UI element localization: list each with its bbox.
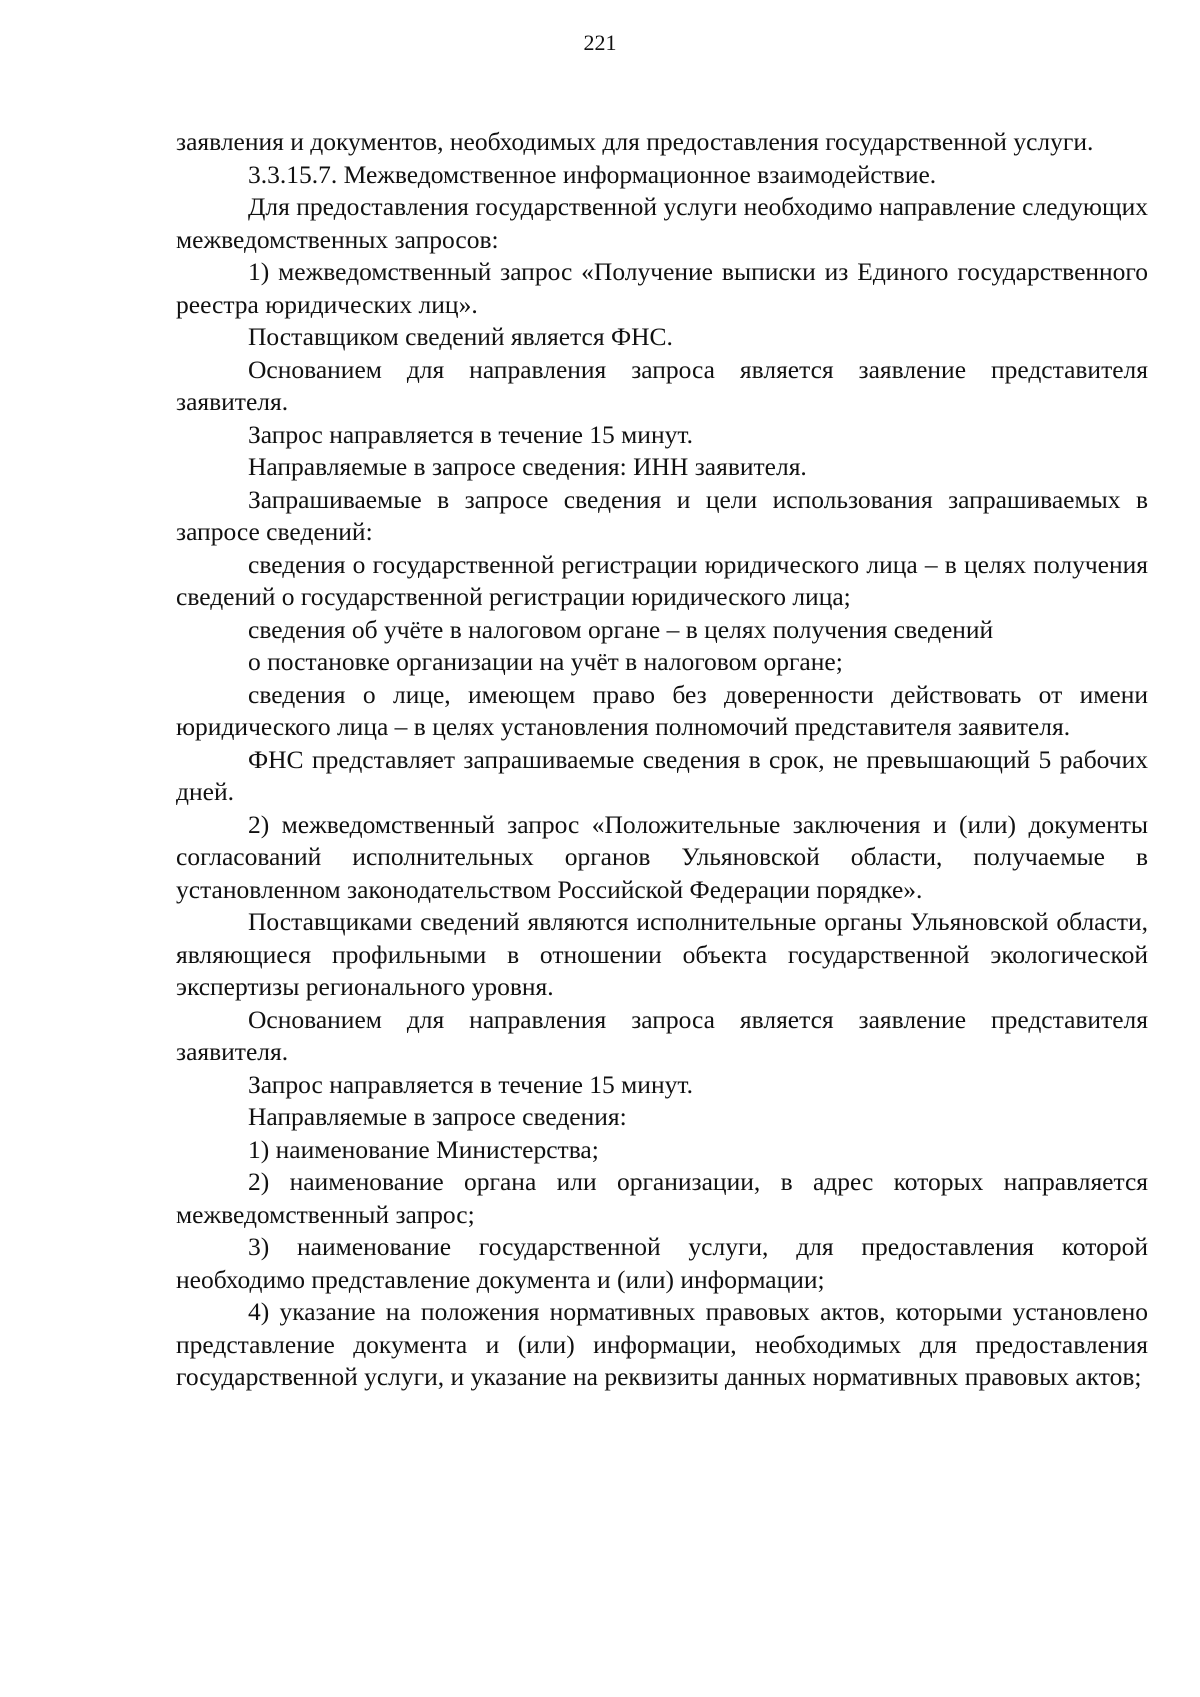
list-item: сведения о лице, имеющем право без доверенности действовать от имени юридического лица – в целях установления полномочий представителя заявителя. <box>176 679 1148 741</box>
paragraph: Запрос направляется в течение 15 минут. <box>248 419 693 449</box>
paragraph: Запрос направляется в течение 15 минут. <box>248 1069 693 1099</box>
list-item: 2) наименование органа или организации, в адрес которых направляется межведомственный запрос; <box>176 1167 1148 1229</box>
paragraph: заявления и документов, необходимых для предоставления государственной услуги. <box>176 127 1094 156</box>
list-item: сведения о государственной регистрации юридического лица – в целях получения сведений о государственной регистрации юридического лица; <box>176 549 1148 611</box>
list-item: о постановке организации на учёт в налоговом органе; <box>248 647 843 676</box>
paragraph: ФНС представляет запрашиваемые сведения в срок, не превышающий 5 рабочих дней. <box>176 744 1148 806</box>
list-item: 3) наименование государственной услуги, для предоставления которой необходимо представление документа и (или) информации; <box>176 1232 1148 1294</box>
page-number: 221 <box>583 30 617 55</box>
list-item: 2) межведомственный запрос «Положительные заключения и (или) документы согласований исполнительных органов Ульяновской области, получаемые в установленном законодательством Российской Федерации порядке». <box>176 809 1148 904</box>
paragraph: Направляемые в запросе сведения: ИНН заявителя. <box>248 452 807 481</box>
paragraph: Основанием для направления запроса является заявление представителя заявителя. <box>176 1004 1148 1066</box>
paragraph: Для предоставления государственной услуги необходимо направление следующих межведомственных запросов: <box>176 192 1148 254</box>
paragraph: Основанием для направления запроса является заявление представителя заявителя. <box>176 354 1148 416</box>
list-item: 1) межведомственный запрос «Получение выписки из Единого государственного реестра юридических лиц». <box>176 257 1148 319</box>
section-heading: 3.3.15.7. Межведомственное информационное взаимодействие. <box>248 159 937 189</box>
paragraph: Поставщиком сведений является ФНС. <box>248 322 673 351</box>
list-item: 4) указание на положения нормативных правовых актов, которыми установлено представление документа и (или) информации, необходимых для предоставления государственной услуги, и указание на реквизиты данных нормативных правовых актов; <box>176 1297 1148 1391</box>
list-item: сведения об учёте в налоговом органе – в целях получения сведений <box>248 614 994 644</box>
paragraph: Направляемые в запросе сведения: <box>248 1102 627 1131</box>
list-item: 1) наименование Министерства; <box>248 1134 599 1164</box>
paragraph: Поставщиками сведений являются исполнительные органы Ульяновской области, являющиеся профильными в отношении объекта государственной экологической экспертизы регионального уровня. <box>176 907 1148 1001</box>
paragraph: Запрашиваемые в запросе сведения и цели использования запрашиваемых в запросе сведений: <box>176 484 1148 546</box>
document-body <box>176 126 1148 1394</box>
